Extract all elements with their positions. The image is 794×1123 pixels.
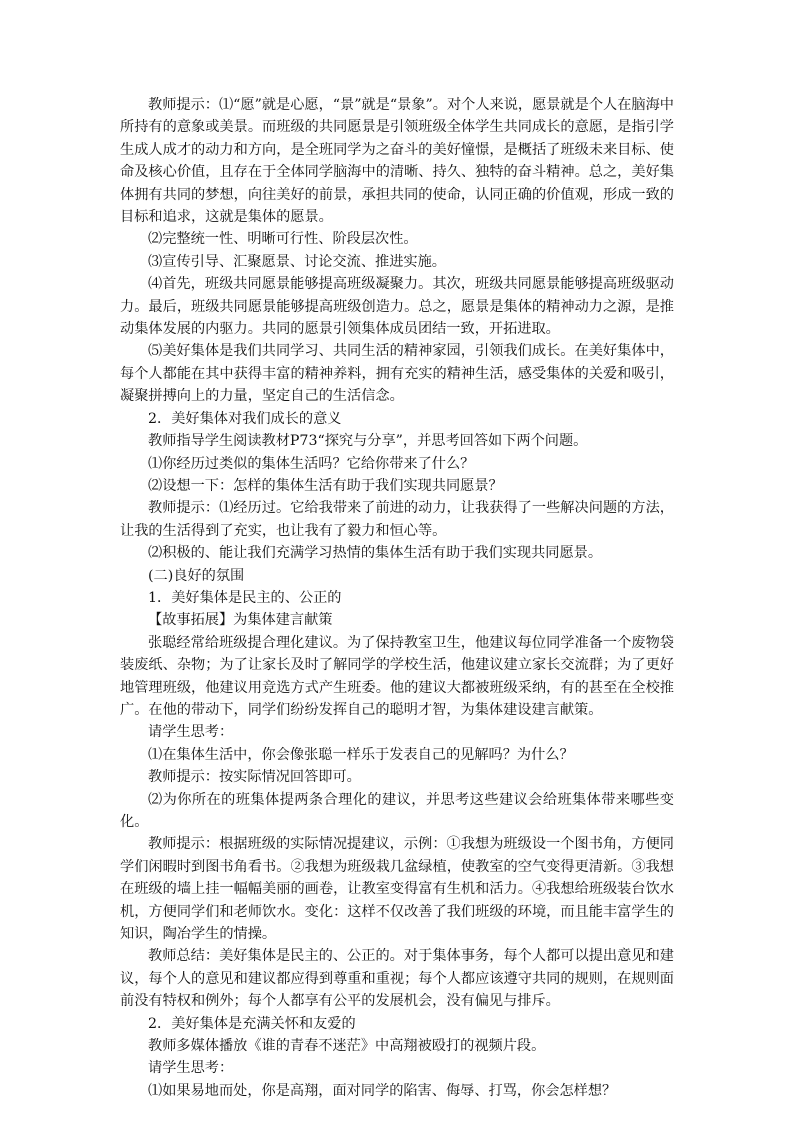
section-heading-democratic: 1．美好集体是民主的、公正的 xyxy=(148,589,342,606)
paragraph-teacher-hint-2: 教师提示：⑴经历过。它给我带来了前进的动力，让我获得了一些解决问题的方法，让我的生活得到了充实，也让我有了毅力和恒心等。 xyxy=(120,500,674,539)
paragraph-instruction: 教师指导学生阅读教材P73“探究与分享”，并思考回答如下两个问题。 xyxy=(148,433,588,450)
paragraph-prompt-2: 请学生思考： xyxy=(148,1060,234,1077)
paragraph-answer-3: ⑶宣传引导、汇聚愿景、讨论交流、推进实施。 xyxy=(148,253,446,270)
paragraph-story: 张聪经常给班级提合理化建议。为了保持教室卫生，他建议每位同学准备一个废物袋装废纸、杂物；为了让家长及时了解同学的学校生活，他建议建立家长交流群；为了更好地管理班级，他建议用竞选方式产生班委。他的建议大都被班级采纳，有的甚至在全校推广。在他的带动下，同学们纷纷发挥自己的聪明才智，为集体建设建言献策。 xyxy=(120,634,674,718)
paragraph-answer-6: ⑵积极的、能让我们充满学习热情的集体生活有助于我们实现共同愿景。 xyxy=(148,545,603,562)
paragraph-teacher-hint-1: 教师提示：⑴“愿”就是心愿，“景”就是“景象”。对个人来说，愿景就是个人在脑海中所持有的意象或美景。而班级的共同愿景是引领班级全体学生共同成长的意愿，是指引学生成人成才的动力和方向，是全班同学为之奋斗的美好憧憬，是概括了班级未来目标、使命及核心价值，且存在于全体同学脑海中的清晰、持久、独特的奋斗精神。总之，美好集体拥有共同的梦想，向往美好的前景，承担共同的使命，认同正确的价值观，形成一致的目标和追求，这就是集体的愿景。 xyxy=(120,97,674,226)
paragraph-answer-5: ⑸美好集体是我们共同学习、共同生活的精神家园，引领我们成长。在美好集体中，每个人都能在其中获得丰富的精神养料，拥有充实的精神生活，感受集体的关爱和吸引，凝聚拼搏向上的力量，坚定自己的生活信念。 xyxy=(120,343,674,405)
paragraph-prompt-1: 请学生思考： xyxy=(148,724,234,741)
question-1: ⑴你经历过类似的集体生活吗？它给你带来了什么？ xyxy=(148,455,475,472)
question-4: ⑵为你所在的班集体提两条合理化的建议，并思考这些建议会给班集体带来哪些变化。 xyxy=(120,791,674,830)
paragraph-teacher-hint-4: 教师提示：根据班级的实际情况提建议，示例：①我想为班级设一个图书角，方便同学们闲暇时到图书角看书。②我想为班级栽几盆绿植，使教室的空气变得更清新。③我想在班级的墙上挂一幅幅美丽的画卷，让教室变得富有生机和活力。④我想给班级装台饮水机，方便同学们和老师饮水。变化：这样不仅改善了我们班级的环境，而且能丰富学生的知识，陶冶学生的情操。 xyxy=(120,836,674,943)
section-heading-atmosphere: (二)良好的氛围 xyxy=(148,567,245,584)
paragraph-answer-2: ⑵完整统一性、明晰可行性、阶段层次性。 xyxy=(148,231,418,248)
paragraph-answer-4: ⑷首先，班级共同愿景能够提高班级凝聚力。其次，班级共同愿景能够提高班级驱动力。最后，班级共同愿景能够提高班级创造力。总之，愿景是集体的精神动力之源，是推动集体发展的内驱力。共同的愿景引领集体成员团结一致，开拓进取。 xyxy=(120,276,674,338)
section-heading-significance: 2．美好集体对我们成长的意义 xyxy=(148,410,342,427)
question-5: ⑴如果易地而处，你是高翔，面对同学的陷害、侮辱、打骂，你会怎样想？ xyxy=(148,1082,617,1099)
story-heading: 【故事拓展】为集体建言献策 xyxy=(148,612,333,629)
question-2: ⑵设想一下：怎样的集体生活有助于我们实现共同愿景？ xyxy=(148,477,503,494)
paragraph-teacher-hint-3: 教师提示：按实际情况回答即可。 xyxy=(148,769,361,786)
document-page xyxy=(120,94,674,1102)
paragraph-video: 教师多媒体播放《谁的青春不迷茫》中高翔被殴打的视频片段。 xyxy=(148,1038,546,1055)
question-3: ⑴在集体生活中，你会像张聪一样乐于发表自己的见解吗？为什么？ xyxy=(148,746,574,763)
paragraph-teacher-summary: 教师总结：美好集体是民主的、公正的。对于集体事务，每个人都可以提出意见和建议，每个人的意见和建议都应得到尊重和重视；每个人都应该遵守共同的规则，在规则面前没有特权和例外；每个人都享有公平的发展机会，没有偏见与排斥。 xyxy=(120,948,674,1010)
section-heading-caring: 2．美好集体是充满关怀和友爱的 xyxy=(148,1015,356,1032)
